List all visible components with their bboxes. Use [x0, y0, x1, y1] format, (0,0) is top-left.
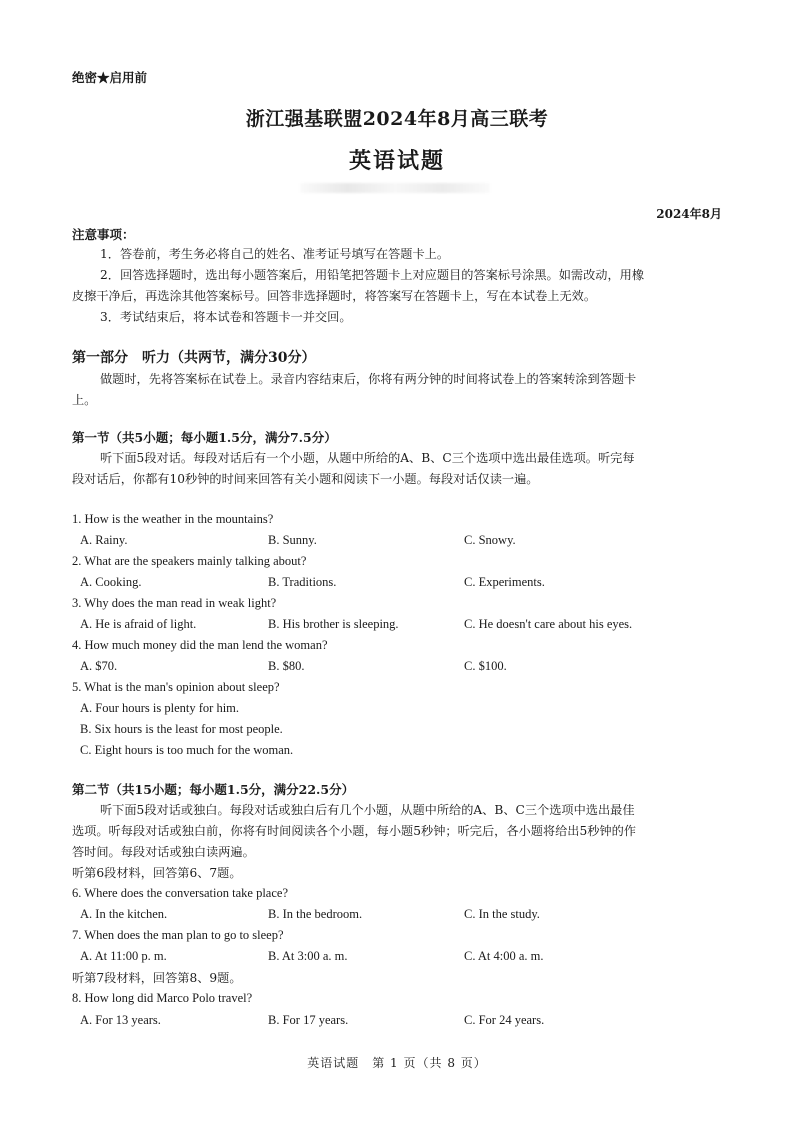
notice-item: 3．考试结束后，将本试卷和答题卡一并交回。	[100, 310, 352, 324]
option-a: A. Four hours is plenty for him.	[80, 701, 240, 715]
option-c: C. $100.	[464, 659, 507, 673]
option-b: B. For 17 years.	[268, 1013, 349, 1027]
question-stem: 7. When does the man plan to go to sleep?	[72, 928, 284, 942]
secret-label: 绝密★启用前	[72, 70, 148, 85]
question-stem: 5. What is the man's opinion about sleep?	[72, 680, 280, 694]
section-description: 段对话后，你都有10秒钟的时间来回答有关小题和阅读下一小题。每段对话仅读一遍。	[72, 472, 539, 486]
faded-mark	[300, 183, 490, 193]
option-a: A. Cooking.	[80, 575, 142, 589]
section-description: 听下面5段对话或独白。每段对话或独白后有几个小题，从题中所给的A、B、C三个选项中选出最佳	[100, 803, 635, 817]
notice-item: 皮擦干净后，再选涂其他答案标号。回答非选择题时，将答案写在答题卡上，写在本试卷上无效。	[72, 289, 597, 303]
option-c: C. For 24 years.	[464, 1013, 545, 1027]
notice-item: 2．回答选择题时，选出每小题答案后，用铅笔把答题卡上对应题目的答案标号涂黑。如需改动，用橡	[100, 268, 645, 282]
option-a: A. $70.	[80, 659, 118, 673]
question-stem: 6. Where does the conversation take place?	[72, 886, 288, 900]
option-a: A. Rainy.	[80, 533, 128, 547]
option-b: B. At 3:00 a. m.	[268, 949, 348, 963]
part-heading: 第一部分 听力（共两节，满分30分）	[72, 350, 316, 366]
section-description: 答时间。每段对话或独白读两遍。	[72, 845, 255, 859]
question-stem: 8. How long did Marco Polo travel?	[72, 991, 253, 1005]
option-c: C. Eight hours is too much for the woman.	[80, 743, 294, 757]
option-b: B. Traditions.	[268, 575, 337, 589]
option-a: A. He is afraid of light.	[80, 617, 197, 631]
notice-item: 1．答卷前，考生务必将自己的姓名、准考证号填写在答题卡上。	[100, 247, 450, 261]
question-stem: 1. How is the weather in the mountains?	[72, 512, 274, 526]
option-c: C. In the study.	[464, 907, 540, 921]
option-a: A. For 13 years.	[80, 1013, 161, 1027]
option-a: A. In the kitchen.	[80, 907, 168, 921]
section-description: 听下面5段对话。每段对话后有一个小题，从题中所给的A、B、C三个选项中选出最佳选项。听完每	[100, 451, 635, 465]
part-description: 上。	[72, 393, 97, 407]
exam-title: 浙江强基联盟2024年8月高三联考	[245, 108, 549, 130]
material-instruction: 听第7段材料，回答第8、9题。	[72, 971, 242, 985]
question-stem: 3. Why does the man read in weak light?	[72, 596, 277, 610]
part-description: 做题时，先将答案标在试卷上。录音内容结束后，你将有两分钟的时间将试卷上的答案转涂到答题卡	[100, 372, 637, 386]
option-c: C. Snowy.	[464, 533, 516, 547]
option-b: B. His brother is sleeping.	[268, 617, 399, 631]
option-b: B. In the bedroom.	[268, 907, 363, 921]
section-description: 选项。听每段对话或独白前，你将有时间阅读各个小题，每小题5秒钟；听完后，各小题将给出5秒钟的作	[72, 824, 636, 838]
notice-heading: 注意事项：	[72, 227, 135, 242]
option-a: A. At 11:00 p. m.	[80, 949, 167, 963]
option-c: C. Experiments.	[464, 575, 545, 589]
exam-date: 2024年8月	[656, 207, 722, 221]
option-b: B. Sunny.	[268, 533, 317, 547]
section-heading: 第一节（共5小题；每小题1.5分，满分7.5分）	[72, 430, 337, 445]
option-c: C. At 4:00 a. m.	[464, 949, 544, 963]
page-footer: 英语试题 第 1 页（共 8 页）	[307, 1056, 487, 1070]
question-stem: 2. What are the speakers mainly talking about?	[72, 554, 307, 568]
option-b: B. Six hours is the least for most people.	[80, 722, 283, 736]
option-b: B. $80.	[268, 659, 305, 673]
question-stem: 4. How much money did the man lend the woman?	[72, 638, 328, 652]
option-c: C. He doesn't care about his eyes.	[464, 617, 633, 631]
material-instruction: 听第6段材料，回答第6、7题。	[72, 866, 242, 880]
section-heading: 第二节（共15小题；每小题1.5分，满分22.5分）	[72, 782, 355, 797]
exam-subtitle: 英语试题	[348, 148, 445, 174]
